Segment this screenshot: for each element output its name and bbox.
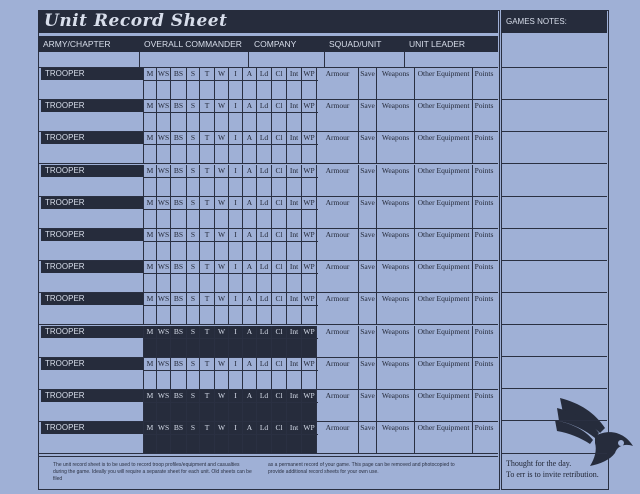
unit-row bbox=[38, 197, 498, 229]
equipment-cell-points[interactable]: Points bbox=[472, 326, 495, 357]
equipment-cell-other-equipment[interactable]: Other Equipment bbox=[414, 293, 472, 324]
stat-cell-m[interactable]: M bbox=[143, 165, 156, 196]
equipment-cell-weapons[interactable]: Weapons bbox=[376, 422, 414, 453]
trooper-label: TROOPER bbox=[41, 293, 143, 305]
equipment-cell-armour[interactable]: Armour bbox=[316, 197, 358, 228]
stat-cell-ws[interactable]: WS bbox=[156, 261, 170, 292]
unit-row bbox=[38, 422, 498, 454]
equipment-cell-weapons[interactable]: Weapons bbox=[376, 68, 414, 99]
stat-cell-i[interactable]: I bbox=[228, 100, 242, 131]
equipment-cell-armour[interactable]: Armour bbox=[316, 229, 358, 260]
equipment-cell-other-equipment[interactable]: Other Equipment bbox=[414, 68, 472, 99]
equipment-cell-other-equipment[interactable]: Other Equipment bbox=[414, 197, 472, 228]
row-divider bbox=[38, 453, 498, 454]
stat-cell-bs[interactable]: BS bbox=[170, 229, 186, 260]
equipment-cell-other-equipment[interactable]: Other Equipment bbox=[414, 132, 472, 163]
equipment-cell-armour[interactable]: Armour bbox=[316, 293, 358, 324]
stat-cell-w[interactable]: W bbox=[214, 68, 228, 99]
stat-cell-cl[interactable]: Cl bbox=[271, 358, 286, 389]
stat-cell-bs[interactable]: BS bbox=[170, 165, 186, 196]
notes-line bbox=[501, 196, 607, 197]
stat-cell-ld[interactable]: Ld bbox=[256, 229, 271, 260]
equipment-cell-save[interactable]: Save bbox=[358, 197, 376, 228]
stat-cell-bs[interactable]: BS bbox=[170, 132, 186, 163]
stat-cell-int[interactable]: Int bbox=[286, 261, 301, 292]
stat-cell-a[interactable]: A bbox=[242, 229, 256, 260]
stat-cell-s[interactable]: S bbox=[186, 358, 199, 389]
stat-cell-ws[interactable]: WS bbox=[156, 326, 170, 357]
header-field-divider bbox=[139, 52, 141, 67]
equipment-cell-armour[interactable]: Armour bbox=[316, 358, 358, 389]
stat-cell-a[interactable]: A bbox=[242, 390, 256, 421]
equipment-cell-save[interactable]: Save bbox=[358, 132, 376, 163]
stat-cell-wp[interactable]: WP bbox=[301, 293, 316, 324]
trooper-name-field[interactable] bbox=[41, 372, 143, 389]
row-divider bbox=[143, 209, 318, 210]
stat-cell-s[interactable]: S bbox=[186, 132, 199, 163]
trooper-name-field[interactable] bbox=[41, 146, 143, 163]
stat-cell-ld[interactable]: Ld bbox=[256, 100, 271, 131]
stat-cell-t[interactable]: T bbox=[199, 68, 214, 99]
header-squad-unit: SQUAD/UNIT bbox=[329, 39, 382, 49]
stat-cell-ld[interactable]: Ld bbox=[256, 132, 271, 163]
stat-cell-t[interactable]: T bbox=[199, 229, 214, 260]
equipment-cell-weapons[interactable]: Weapons bbox=[376, 326, 414, 357]
stat-cell-int[interactable]: Int bbox=[286, 68, 301, 99]
notes-line bbox=[501, 324, 607, 325]
notes-line bbox=[501, 420, 607, 421]
stat-cell-cl[interactable]: Cl bbox=[271, 293, 286, 324]
eagle-emblem-icon bbox=[555, 388, 640, 468]
stat-cell-t[interactable]: T bbox=[199, 132, 214, 163]
equipment-cell-armour[interactable]: Armour bbox=[316, 326, 358, 357]
equipment-cell-other-equipment[interactable]: Other Equipment bbox=[414, 358, 472, 389]
stat-cell-bs[interactable]: BS bbox=[170, 358, 186, 389]
unit-row bbox=[38, 390, 498, 422]
stat-cell-cl[interactable]: Cl bbox=[271, 100, 286, 131]
notes-line bbox=[501, 453, 607, 454]
stat-cell-s[interactable]: S bbox=[186, 261, 199, 292]
stat-cell-ld[interactable]: Ld bbox=[256, 197, 271, 228]
stat-cell-t[interactable]: T bbox=[199, 326, 214, 357]
notes-line bbox=[501, 292, 607, 293]
stat-cell-int[interactable]: Int bbox=[286, 100, 301, 131]
stat-cell-m[interactable]: M bbox=[143, 197, 156, 228]
header-overall-commander: OVERALL COMMANDER bbox=[144, 39, 242, 49]
stat-cell-w[interactable]: W bbox=[214, 100, 228, 131]
stat-cell-ws[interactable]: WS bbox=[156, 165, 170, 196]
stat-cell-s[interactable]: S bbox=[186, 197, 199, 228]
stat-cell-a[interactable]: A bbox=[242, 132, 256, 163]
stat-cell-int[interactable]: Int bbox=[286, 422, 301, 453]
stat-cell-i[interactable]: I bbox=[228, 358, 242, 389]
stat-cell-a[interactable]: A bbox=[242, 165, 256, 196]
row-divider bbox=[143, 80, 318, 81]
stat-cell-ld[interactable]: Ld bbox=[256, 293, 271, 324]
stat-cell-a[interactable]: A bbox=[242, 197, 256, 228]
equipment-cell-points[interactable]: Points bbox=[472, 229, 495, 260]
stat-cell-wp[interactable]: WP bbox=[301, 165, 316, 196]
stat-cell-ld[interactable]: Ld bbox=[256, 358, 271, 389]
equipment-cell-weapons[interactable]: Weapons bbox=[376, 100, 414, 131]
stat-cell-wp[interactable]: WP bbox=[301, 100, 316, 131]
equipment-cell-save[interactable]: Save bbox=[358, 100, 376, 131]
trooper-label: TROOPER bbox=[41, 229, 143, 241]
stat-cell-cl[interactable]: Cl bbox=[271, 422, 286, 453]
stat-cell-cl[interactable]: Cl bbox=[271, 229, 286, 260]
stat-cell-a[interactable]: A bbox=[242, 261, 256, 292]
equipment-cell-points[interactable]: Points bbox=[472, 68, 495, 99]
stat-cell-s[interactable]: S bbox=[186, 100, 199, 131]
stat-cell-t[interactable]: T bbox=[199, 293, 214, 324]
stat-cell-s[interactable]: S bbox=[186, 229, 199, 260]
equipment-cell-points[interactable]: Points bbox=[472, 422, 495, 453]
row-divider bbox=[143, 112, 318, 113]
stat-cell-ws[interactable]: WS bbox=[156, 358, 170, 389]
header-field-divider bbox=[404, 52, 406, 67]
stat-cell-w[interactable]: W bbox=[214, 358, 228, 389]
equipment-cell-armour[interactable]: Armour bbox=[316, 100, 358, 131]
trooper-name-field[interactable] bbox=[41, 114, 143, 131]
stat-cell-int[interactable]: Int bbox=[286, 197, 301, 228]
header-bar bbox=[38, 36, 498, 52]
stat-cell-ld[interactable]: Ld bbox=[256, 390, 271, 421]
stat-cell-bs[interactable]: BS bbox=[170, 100, 186, 131]
stat-cell-cl[interactable]: Cl bbox=[271, 197, 286, 228]
unit-row bbox=[38, 132, 498, 164]
stat-cell-w[interactable]: W bbox=[214, 390, 228, 421]
unit-row bbox=[38, 229, 498, 261]
equipment-cell-save[interactable]: Save bbox=[358, 165, 376, 196]
notes-line bbox=[501, 67, 607, 68]
notes-line bbox=[501, 260, 607, 261]
stat-cell-int[interactable]: Int bbox=[286, 293, 301, 324]
notes-line bbox=[501, 356, 607, 357]
trooper-name-field[interactable] bbox=[41, 404, 143, 421]
equipment-cell-weapons[interactable]: Weapons bbox=[376, 261, 414, 292]
stat-cell-i[interactable]: I bbox=[228, 293, 242, 324]
stat-cell-s[interactable]: S bbox=[186, 68, 199, 99]
stat-cell-ld[interactable]: Ld bbox=[256, 326, 271, 357]
unit-row bbox=[38, 293, 498, 325]
header-field-divider bbox=[248, 52, 250, 67]
header-company: COMPANY bbox=[254, 39, 297, 49]
stat-cell-i[interactable]: I bbox=[228, 165, 242, 196]
stat-cell-m[interactable]: M bbox=[143, 261, 156, 292]
trooper-label: TROOPER bbox=[41, 390, 143, 402]
stat-cell-ld[interactable]: Ld bbox=[256, 261, 271, 292]
stat-cell-w[interactable]: W bbox=[214, 261, 228, 292]
stat-cell-int[interactable]: Int bbox=[286, 326, 301, 357]
unit-row bbox=[38, 68, 498, 100]
trooper-label: TROOPER bbox=[41, 261, 143, 273]
unit-row bbox=[38, 326, 498, 358]
stat-cell-m[interactable]: M bbox=[143, 100, 156, 131]
equipment-cell-save[interactable]: Save bbox=[358, 422, 376, 453]
trooper-label: TROOPER bbox=[41, 422, 143, 434]
stat-cell-s[interactable]: S bbox=[186, 390, 199, 421]
stat-cell-m[interactable]: M bbox=[143, 326, 156, 357]
stat-cell-cl[interactable]: Cl bbox=[271, 261, 286, 292]
stat-cell-w[interactable]: W bbox=[214, 422, 228, 453]
stat-cell-m[interactable]: M bbox=[143, 68, 156, 99]
equipment-cell-other-equipment[interactable]: Other Equipment bbox=[414, 422, 472, 453]
stat-cell-s[interactable]: S bbox=[186, 165, 199, 196]
stat-cell-a[interactable]: A bbox=[242, 358, 256, 389]
stat-cell-wp[interactable]: WP bbox=[301, 197, 316, 228]
equipment-cell-armour[interactable]: Armour bbox=[316, 165, 358, 196]
footer-text-right: as a permanent record of your game. This page can be removed and photocopied to provide additional record sheets for your own use. bbox=[268, 462, 455, 475]
equipment-cell-weapons[interactable]: Weapons bbox=[376, 165, 414, 196]
stat-cell-i[interactable]: I bbox=[228, 229, 242, 260]
notes-line bbox=[501, 228, 607, 229]
equipment-cell-points[interactable]: Points bbox=[472, 165, 495, 196]
equipment-cell-weapons[interactable]: Weapons bbox=[376, 197, 414, 228]
stat-cell-wp[interactable]: WP bbox=[301, 68, 316, 99]
equipment-cell-weapons[interactable]: Weapons bbox=[376, 229, 414, 260]
unit-row bbox=[38, 165, 498, 197]
notes-line bbox=[501, 163, 607, 164]
equipment-cell-save[interactable]: Save bbox=[358, 229, 376, 260]
row-divider bbox=[143, 402, 318, 403]
stat-cell-wp[interactable]: WP bbox=[301, 358, 316, 389]
stat-cell-ld[interactable]: Ld bbox=[256, 422, 271, 453]
trooper-label: TROOPER bbox=[41, 100, 143, 112]
thought-line-1: Thought for the day. bbox=[506, 459, 572, 468]
header-army-chapter: ARMY/CHAPTER bbox=[43, 39, 111, 49]
stat-cell-t[interactable]: T bbox=[199, 261, 214, 292]
stat-cell-int[interactable]: Int bbox=[286, 165, 301, 196]
stat-cell-i[interactable]: I bbox=[228, 390, 242, 421]
stat-cell-i[interactable]: I bbox=[228, 326, 242, 357]
stat-cell-t[interactable]: T bbox=[199, 197, 214, 228]
equipment-cell-other-equipment[interactable]: Other Equipment bbox=[414, 100, 472, 131]
stat-cell-ws[interactable]: WS bbox=[156, 197, 170, 228]
stat-cell-wp[interactable]: WP bbox=[301, 261, 316, 292]
trooper-label: TROOPER bbox=[41, 165, 143, 177]
footer bbox=[38, 456, 498, 489]
unit-row bbox=[38, 261, 498, 293]
header-fields bbox=[38, 52, 498, 68]
stat-cell-s[interactable]: S bbox=[186, 293, 199, 324]
trooper-label: TROOPER bbox=[41, 132, 143, 144]
stat-cell-cl[interactable]: Cl bbox=[271, 165, 286, 196]
stat-cell-bs[interactable]: BS bbox=[170, 68, 186, 99]
row-divider bbox=[143, 338, 318, 339]
stat-cell-ws[interactable]: WS bbox=[156, 132, 170, 163]
stat-cell-bs[interactable]: BS bbox=[170, 197, 186, 228]
stat-cell-i[interactable]: I bbox=[228, 68, 242, 99]
trooper-label: TROOPER bbox=[41, 358, 143, 370]
stat-cell-w[interactable]: W bbox=[214, 132, 228, 163]
stat-cell-ws[interactable]: WS bbox=[156, 293, 170, 324]
unit-row bbox=[38, 100, 498, 132]
equipment-cell-weapons[interactable]: Weapons bbox=[376, 390, 414, 421]
stat-cell-ws[interactable]: WS bbox=[156, 422, 170, 453]
equipment-cell-other-equipment[interactable]: Other Equipment bbox=[414, 165, 472, 196]
equipment-cell-points[interactable]: Points bbox=[472, 100, 495, 131]
equipment-cell-save[interactable]: Save bbox=[358, 261, 376, 292]
trooper-name-field[interactable] bbox=[41, 340, 143, 357]
equipment-cell-other-equipment[interactable]: Other Equipment bbox=[414, 261, 472, 292]
stat-cell-m[interactable]: M bbox=[143, 132, 156, 163]
stat-cell-bs[interactable]: BS bbox=[170, 390, 186, 421]
equipment-cell-armour[interactable]: Armour bbox=[316, 261, 358, 292]
equipment-cell-save[interactable]: Save bbox=[358, 68, 376, 99]
equipment-cell-points[interactable]: Points bbox=[472, 390, 495, 421]
stat-cell-a[interactable]: A bbox=[242, 100, 256, 131]
row-divider bbox=[143, 144, 318, 145]
stat-cell-a[interactable]: A bbox=[242, 68, 256, 99]
stat-cell-i[interactable]: I bbox=[228, 261, 242, 292]
stat-cell-m[interactable]: M bbox=[143, 293, 156, 324]
stat-cell-bs[interactable]: BS bbox=[170, 293, 186, 324]
trooper-name-field[interactable] bbox=[41, 436, 143, 453]
stat-cell-w[interactable]: W bbox=[214, 293, 228, 324]
equipment-cell-save[interactable]: Save bbox=[358, 390, 376, 421]
stat-cell-a[interactable]: A bbox=[242, 326, 256, 357]
trooper-name-field[interactable] bbox=[41, 82, 143, 99]
equipment-cell-points[interactable]: Points bbox=[472, 358, 495, 389]
stat-cell-ws[interactable]: WS bbox=[156, 229, 170, 260]
notes-line bbox=[501, 99, 607, 100]
equipment-cell-armour[interactable]: Armour bbox=[316, 68, 358, 99]
stat-cell-cl[interactable]: Cl bbox=[271, 132, 286, 163]
equipment-cell-save[interactable]: Save bbox=[358, 326, 376, 357]
trooper-label: TROOPER bbox=[41, 197, 143, 209]
stat-cell-ws[interactable]: WS bbox=[156, 390, 170, 421]
row-divider bbox=[143, 305, 318, 306]
stat-cell-t[interactable]: T bbox=[199, 390, 214, 421]
equipment-cell-save[interactable]: Save bbox=[358, 293, 376, 324]
equipment-cell-points[interactable]: Points bbox=[472, 197, 495, 228]
stat-cell-cl[interactable]: Cl bbox=[271, 326, 286, 357]
equipment-cell-other-equipment[interactable]: Other Equipment bbox=[414, 229, 472, 260]
stat-cell-bs[interactable]: BS bbox=[170, 326, 186, 357]
stat-cell-m[interactable]: M bbox=[143, 358, 156, 389]
stat-cell-cl[interactable]: Cl bbox=[271, 390, 286, 421]
stat-cell-i[interactable]: I bbox=[228, 132, 242, 163]
stat-cell-ws[interactable]: WS bbox=[156, 68, 170, 99]
trooper-name-field[interactable] bbox=[41, 275, 143, 292]
stat-cell-m[interactable]: M bbox=[143, 390, 156, 421]
stat-cell-bs[interactable]: BS bbox=[170, 261, 186, 292]
stat-cell-wp[interactable]: WP bbox=[301, 390, 316, 421]
equipment-cell-weapons[interactable]: Weapons bbox=[376, 293, 414, 324]
stat-cell-int[interactable]: Int bbox=[286, 132, 301, 163]
equipment-cell-points[interactable]: Points bbox=[472, 261, 495, 292]
stat-cell-int[interactable]: Int bbox=[286, 358, 301, 389]
stat-cell-t[interactable]: T bbox=[199, 358, 214, 389]
row-divider bbox=[143, 177, 318, 178]
stat-cell-m[interactable]: M bbox=[143, 422, 156, 453]
trooper-label: TROOPER bbox=[41, 68, 143, 80]
header-field-divider bbox=[324, 52, 326, 67]
stat-cell-ld[interactable]: Ld bbox=[256, 165, 271, 196]
stat-cell-w[interactable]: W bbox=[214, 229, 228, 260]
thought-line-2: To err is to invite retribution. bbox=[506, 470, 599, 479]
stat-cell-t[interactable]: T bbox=[199, 165, 214, 196]
row-divider bbox=[143, 370, 318, 371]
sheet-title: Unit Record Sheet bbox=[38, 10, 498, 33]
footer-text-left: The unit record sheet is to be used to record troop profiles/equipment and casualties during the game. Ideally you will require a separate sheet for each unit. Old sheets can be filed bbox=[53, 462, 252, 482]
equipment-cell-save[interactable]: Save bbox=[358, 358, 376, 389]
stat-cell-i[interactable]: I bbox=[228, 422, 242, 453]
stat-cell-int[interactable]: Int bbox=[286, 229, 301, 260]
stat-cell-a[interactable]: A bbox=[242, 422, 256, 453]
equipment-cell-armour[interactable]: Armour bbox=[316, 390, 358, 421]
trooper-name-field[interactable] bbox=[41, 179, 143, 196]
stat-cell-bs[interactable]: BS bbox=[170, 422, 186, 453]
stat-cell-ws[interactable]: WS bbox=[156, 100, 170, 131]
equipment-cell-armour[interactable]: Armour bbox=[316, 422, 358, 453]
trooper-name-field[interactable] bbox=[41, 243, 143, 260]
trooper-name-field[interactable] bbox=[41, 307, 143, 324]
stat-cell-s[interactable]: S bbox=[186, 422, 199, 453]
equipment-cell-weapons[interactable]: Weapons bbox=[376, 358, 414, 389]
row-divider bbox=[143, 434, 318, 435]
stat-cell-w[interactable]: W bbox=[214, 197, 228, 228]
stat-cell-t[interactable]: T bbox=[199, 100, 214, 131]
stat-cell-cl[interactable]: Cl bbox=[271, 68, 286, 99]
stat-cell-s[interactable]: S bbox=[186, 326, 199, 357]
games-notes-title: GAMES NOTES: bbox=[501, 10, 607, 33]
trooper-label: TROOPER bbox=[41, 326, 143, 338]
header-unit-leader: UNIT LEADER bbox=[409, 39, 466, 49]
equipment-cell-other-equipment[interactable]: Other Equipment bbox=[414, 390, 472, 421]
stat-cell-ld[interactable]: Ld bbox=[256, 68, 271, 99]
equipment-cell-weapons[interactable]: Weapons bbox=[376, 132, 414, 163]
notes-line bbox=[501, 388, 607, 389]
trooper-name-field[interactable] bbox=[41, 211, 143, 228]
stat-cell-w[interactable]: W bbox=[214, 165, 228, 196]
row-divider bbox=[143, 273, 318, 274]
stat-cell-wp[interactable]: WP bbox=[301, 229, 316, 260]
notes-line bbox=[501, 131, 607, 132]
stat-cell-i[interactable]: I bbox=[228, 197, 242, 228]
stat-cell-int[interactable]: Int bbox=[286, 390, 301, 421]
stat-cell-wp[interactable]: WP bbox=[301, 132, 316, 163]
stat-cell-wp[interactable]: WP bbox=[301, 326, 316, 357]
unit-row bbox=[38, 358, 498, 390]
stat-cell-wp[interactable]: WP bbox=[301, 422, 316, 453]
equipment-cell-points[interactable]: Points bbox=[472, 132, 495, 163]
equipment-cell-armour[interactable]: Armour bbox=[316, 132, 358, 163]
equipment-cell-points[interactable]: Points bbox=[472, 293, 495, 324]
stat-cell-m[interactable]: M bbox=[143, 229, 156, 260]
equipment-cell-other-equipment[interactable]: Other Equipment bbox=[414, 326, 472, 357]
stat-cell-a[interactable]: A bbox=[242, 293, 256, 324]
stat-cell-t[interactable]: T bbox=[199, 422, 214, 453]
row-divider bbox=[143, 241, 318, 242]
stat-cell-w[interactable]: W bbox=[214, 326, 228, 357]
